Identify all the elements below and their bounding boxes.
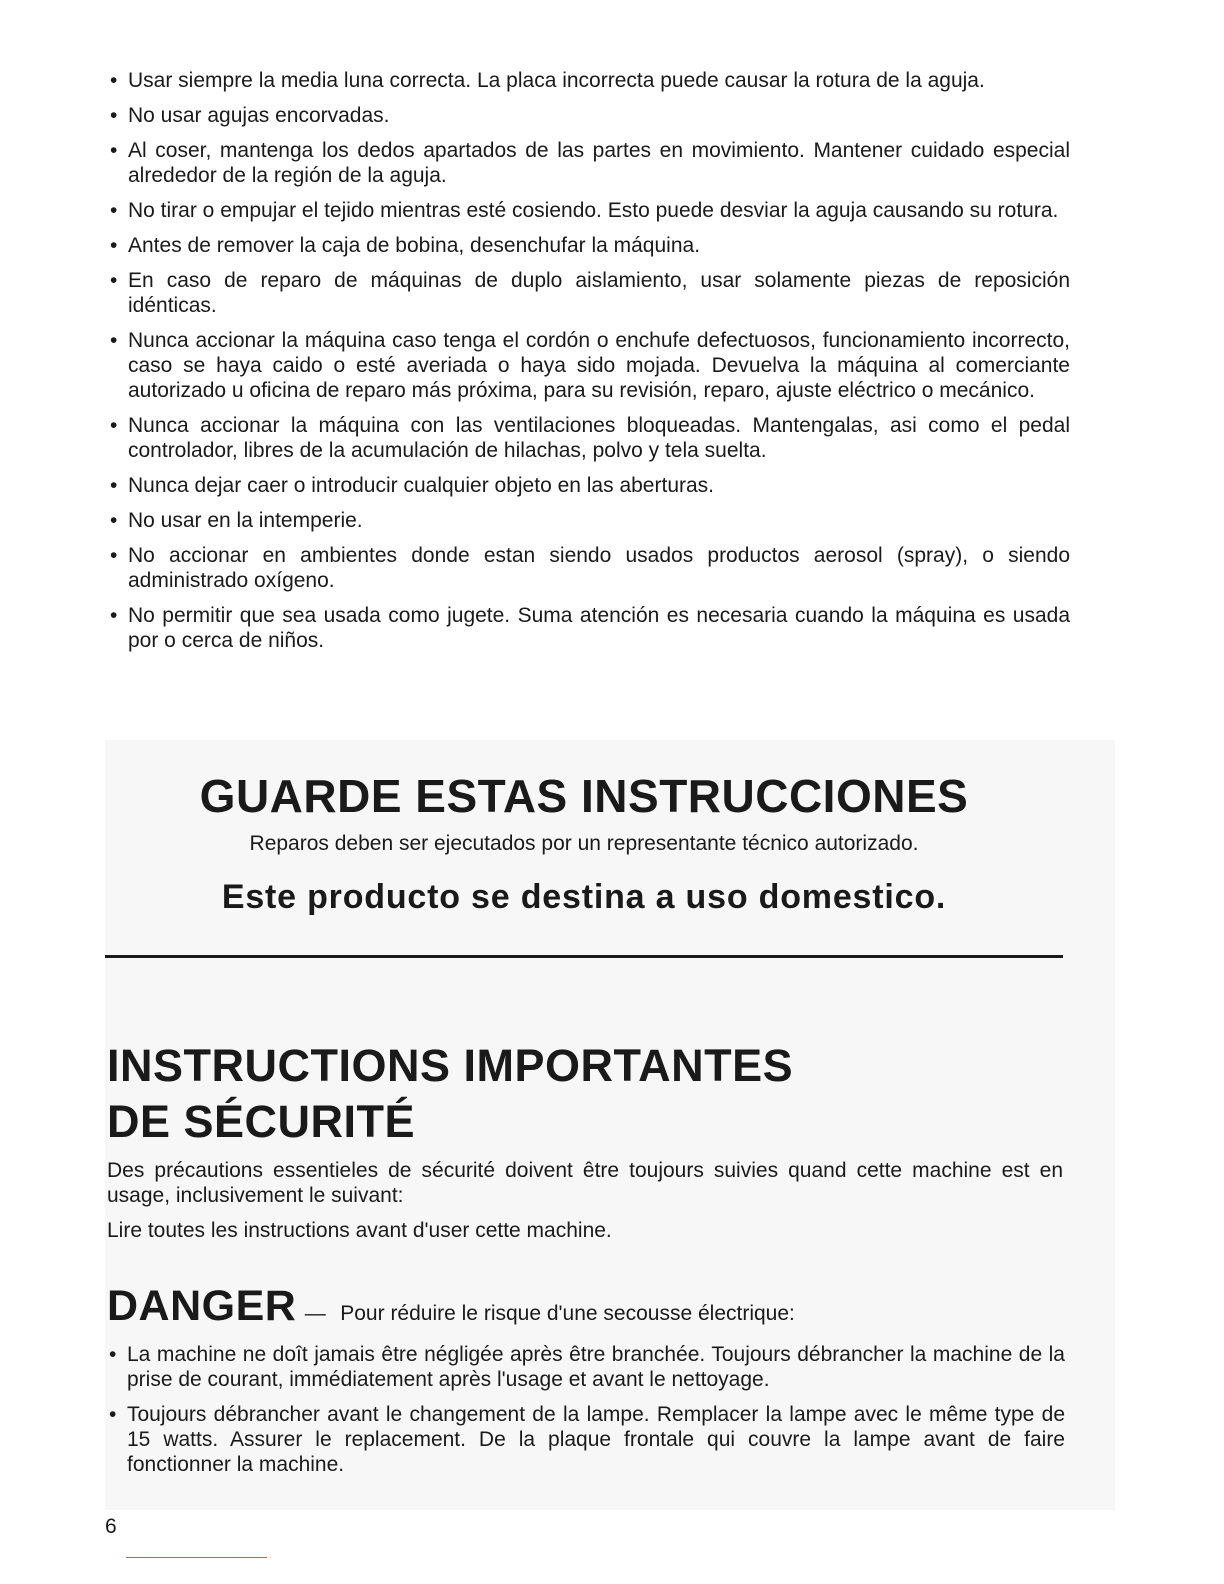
list-item: • No tirar o empujar el tejido mientras esté cosiendo. Esto puede desviar la aguja causando su rotura. [108,198,1070,223]
french-title-line1: INSTRUCTIONS IMPORTANTES [107,1040,794,1091]
list-item: • Nunca accionar la máquina caso tenga el cordón o enchufe defectuosos, funcionamiento incorrecto, caso se haya caido o esté averiada o haya sido mojada. Devuelva la máquina al comerciante autorizado u oficina de reparo más próxima, para su revisión, reparo, ajuste eléctrico o mecánico. [108,328,1070,403]
danger-dash: — [304,1302,326,1325]
list-item: • Usar siempre la media luna correcta. La placa incorrecta puede causar la rotura de la aguja. [108,68,1070,93]
save-instructions-heading: GUARDE ESTAS INSTRUCCIONES [199,770,969,822]
list-item: • En caso de reparo de máquinas de duplo aislamiento, usar solamente piezas de reposición idénticas. [108,268,1070,318]
danger-word: DANGER [107,1282,297,1330]
list-item: • Nunca accionar la máquina con las ventilaciones bloqueadas. Mantengalas, asi como el pedal controlador, libres de la acumulación de hilachas, polvo y tela suelta. [108,413,1070,463]
bottom-rule [126,1557,267,1558]
list-item: • No permitir que sea usada como jugete. Suma atención es necesaria cuando la máquina es usada por o cerca de niños. [108,603,1070,653]
domestic-use-note: Este producto se destina a uso domestico. [221,878,947,916]
list-item: • No usar agujas encorvadas. [108,103,1070,128]
list-item: • No accionar en ambientes donde estan siendo usados productos aerosol (spray), o siendo administrado oxígeno. [108,543,1070,593]
french-danger-list [107,1342,1065,1487]
list-item: • Al coser, mantenga los dedos apartados de las partes en movimiento. Mantener cuidado especial alrededor de la región de la aguja. [108,138,1070,188]
french-title-line2: DE SÉCURITÉ [107,1096,416,1147]
section-divider [105,955,1063,958]
french-title [107,1038,1007,1150]
danger-heading [107,1282,1067,1331]
list-item: • La machine ne doît jamais être négligée après être branchée. Toujours débrancher la machine de la prise de courant, immédiatement après l'usage et avant le nettoyage. [107,1342,1065,1392]
danger-subtitle: Pour réduire le risque d'une secousse électrique: [340,1302,795,1325]
list-item: • Toujours débrancher avant le changement de la lampe. Remplacer la lampe avec le même type de 15 watts. Assurer le replacement. De la plaque frontale qui couvre la lampe avant de faire fonctionner la machine. [107,1402,1065,1477]
spanish-safety-list [108,68,1070,663]
french-intro: Des précautions essentieles de sécurité doivent être toujours suivies quand cette machine est en usage, inclusivement le suivant: [107,1159,1063,1207]
list-item: • No usar en la intemperie. [108,508,1070,533]
list-item: • Nunca dejar caer o introducir cualquier objeto en las aberturas. [108,473,1070,498]
page-number: 6 [105,1515,117,1538]
read-all-note: Lire toutes les instructions avant d'user cette machine. [107,1219,612,1242]
repair-note: Reparos deben ser ejecutados por un representante técnico autorizado. [249,832,919,855]
list-item: • Antes de remover la caja de bobina, desenchufar la máquina. [108,233,1070,258]
